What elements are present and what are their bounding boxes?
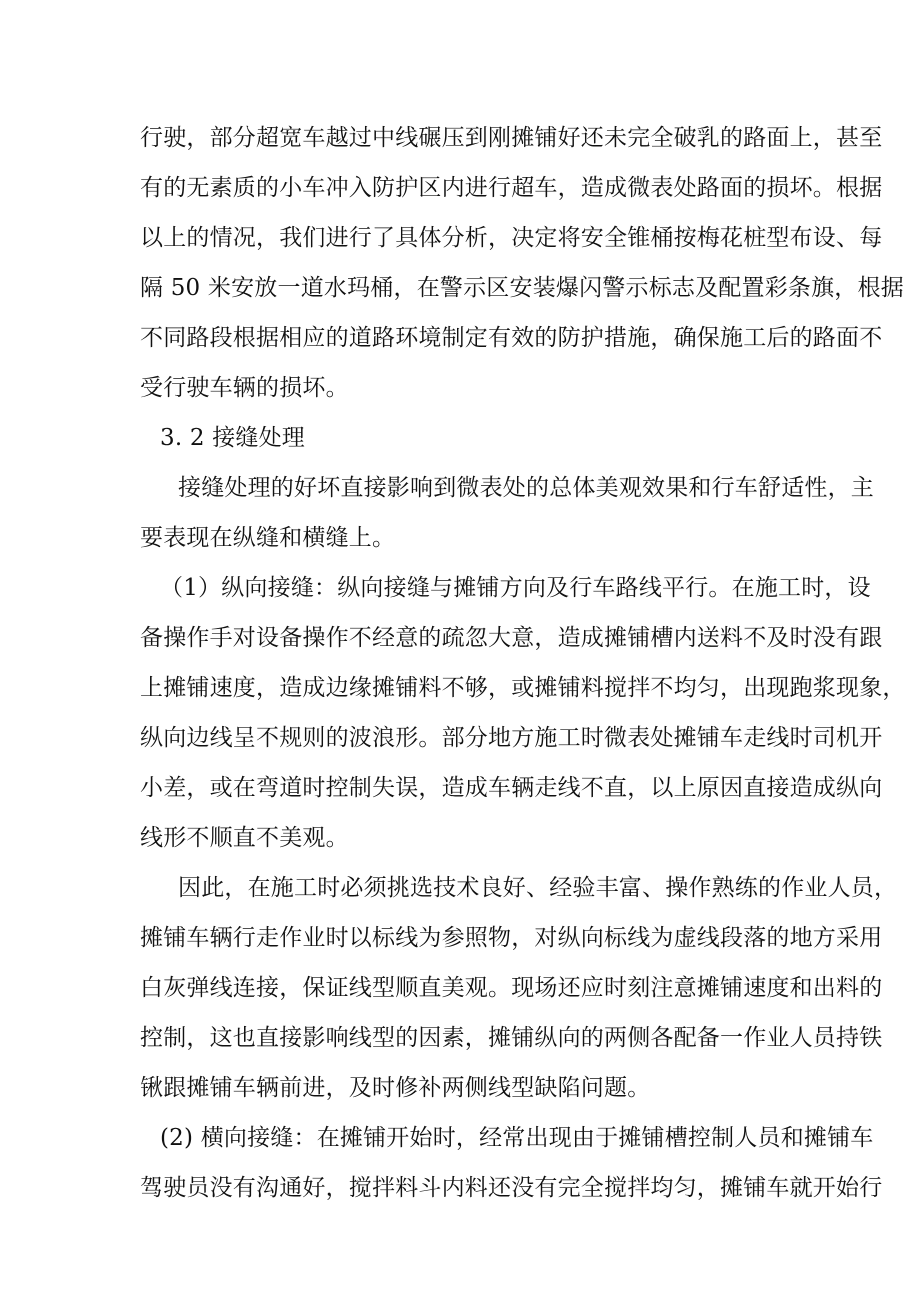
text-line: 小差，或在弯道时控制失误，造成车辆走线不直，以上原因直接造成纵向 — [140, 775, 883, 801]
text-line: 因此，在施工时必须挑选技术良好、经验丰富、操作熟练的作业人员， — [178, 875, 898, 901]
text-line: 驾驶员没有沟通好，搅拌料斗内料还没有完全搅拌均匀，摊铺车就开始行 — [140, 1175, 883, 1201]
text-line: 上摊铺速度，造成边缘摊铺料不够，或摊铺料搅拌不均匀，出现跑浆现象， — [140, 675, 906, 701]
text-line: 有的无素质的小车冲入防护区内进行超车，造成微表处路面的损坏。根据 — [140, 175, 883, 201]
text-line: 隔 50 米安放一道水玛桶，在警示区安装爆闪警示标志及配置彩条旗，根据 — [140, 275, 904, 301]
text-line: 备操作手对设备操作不经意的疏忽大意，造成摊铺槽内送料不及时没有跟 — [140, 625, 883, 651]
section-heading: 3. 2 接缝处理 — [160, 425, 305, 451]
text-line: 锹跟摊铺车辆前进，及时修补两侧线型缺陷问题。 — [140, 1075, 651, 1101]
text-line: 以上的情况，我们进行了具体分析，决定将安全锥桶按梅花桩型布设、每 — [140, 225, 883, 251]
text-line: 行驶，部分超宽车越过中线碾压到刚摊铺好还未完全破乳的路面上，甚至 — [140, 125, 883, 151]
text-line: 接缝处理的好坏直接影响到微表处的总体美观效果和行车舒适性，主 — [178, 475, 874, 501]
text-line: 纵向边线呈不规则的波浪形。部分地方施工时微表处摊铺车走线时司机开 — [140, 725, 883, 751]
text-line: (2) 横向接缝：在摊铺开始时，经常出现由于摊铺槽控制人员和摊铺车 — [160, 1125, 874, 1151]
text-line: 摊铺车辆行走作业时以标线为参照物，对纵向标线为虚线段落的地方采用 — [140, 925, 883, 951]
text-line: 受行驶车辆的损坏。 — [140, 375, 349, 401]
text-line: 不同路段根据相应的道路环境制定有效的防护措施，确保施工后的路面不 — [140, 325, 883, 351]
text-line: 控制，这也直接影响线型的因素，摊铺纵向的两侧各配备一作业人员持铁 — [140, 1025, 883, 1051]
text-line: （1）纵向接缝：纵向接缝与摊铺方向及行车路线平行。在施工时，设 — [160, 575, 871, 601]
text-line: 要表现在纵缝和横缝上。 — [140, 525, 396, 551]
text-line: 线形不顺直不美观。 — [140, 825, 349, 851]
text-line: 白灰弹线连接，保证线型顺直美观。现场还应时刻注意摊铺速度和出料的 — [140, 975, 883, 1001]
